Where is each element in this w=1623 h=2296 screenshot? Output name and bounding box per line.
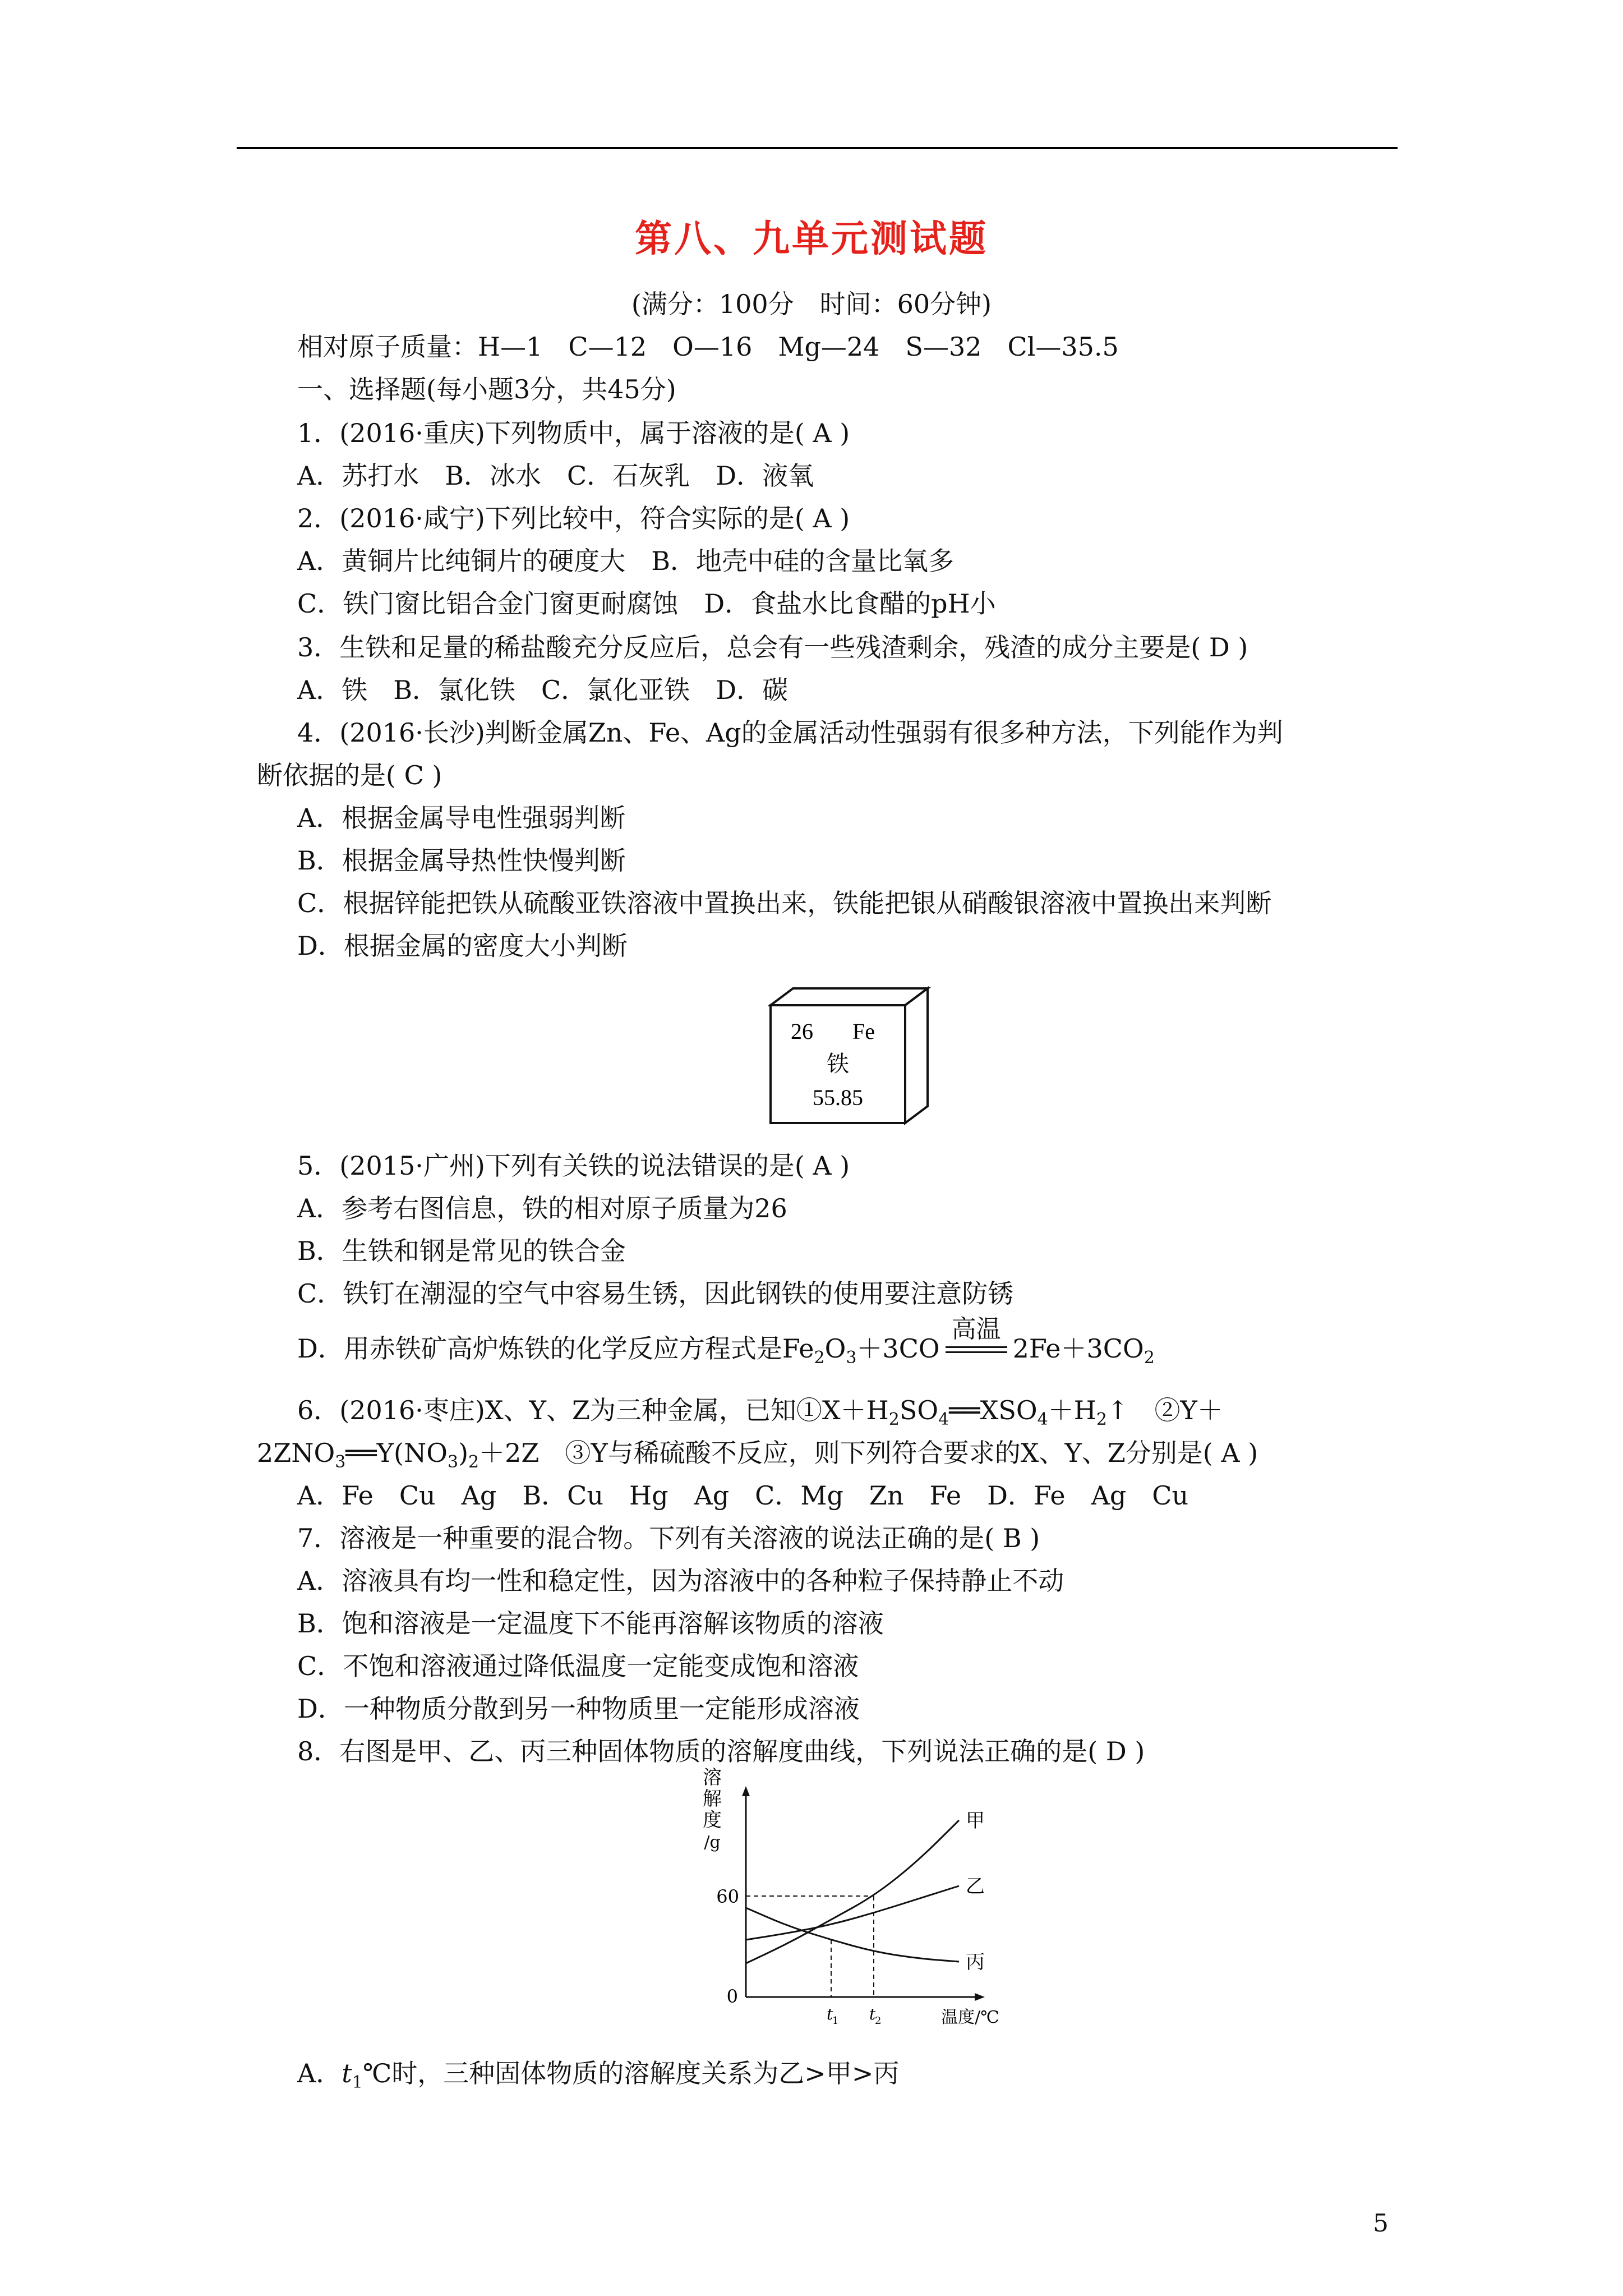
question-4-line-1: 4．(2016·长沙)判断金属Zn、Fe、Ag的金属活动性强弱有很多种方法，下列能作为判 [297,717,1283,748]
x-tick-subscript: 2 [875,2015,882,2025]
question-7-option-c: C．不饱和溶液通过降低温度一定能变成饱和溶液 [297,1651,859,1681]
question-2-options-cd: C．铁门窗比铝合金门窗更耐腐蚀 D．食盐水比食醋的pH小 [297,588,996,619]
question-3: 3．生铁和足量的稀盐酸充分反应后，总会有一些残渣剩余，残渣的成分主要是( D ) [297,632,1248,662]
question-4-option-b: B．根据金属导热性快慢判断 [297,845,626,876]
page-title: 第八、九单元测试题 [635,217,988,260]
y-axis-label-char: 解 [703,1788,722,1810]
question-8-option-a: A．$t_1℃$时，三种固体物质的溶解度关系为乙>甲>丙 [297,2058,900,2092]
exam-meta: (满分：100分 时间：60分钟) [631,289,992,319]
y-tick-label: 60 [716,1886,739,1907]
question-3-options: A．铁 B．氯化铁 C．氯化亚铁 D．碳 [297,675,789,705]
question-1-options: A．苏打水 B．冰水 C．石灰乳 D．液氧 [297,461,814,491]
question-6-line-2: $2ZNO_3══Y(NO_3)_2+2Z$ ③Y与稀硫酸不反应，则下列符合要求的X、Y、Z分别是( A ) [257,1438,1258,1472]
question-1: 1．(2016·重庆)下列物质中，属于溶液的是( A ) [297,418,850,448]
question-7-option-a: A．溶液具有均一性和稳定性，因为溶液中的各种粒子保持静止不动 [297,1566,1064,1596]
question-2: 2．(2016·咸宁)下列比较中，符合实际的是( A ) [297,503,850,533]
iron-element-box [768,986,937,1126]
question-6-line-1: 6．(2016·枣庄)X、Y、Z为三种金属，已知$①X+H_2SO_4══XSO_4+H_2↑$ ②Y＋ [297,1395,1223,1429]
question-5-option-d: D．用赤铁矿高炉炼铁的化学反应方程式是$Fe_2O_3+3CO$ 高温 $2Fe+3CO_2$ [297,1315,1155,1368]
x-tick-label-t2: t [869,2005,876,2023]
x-axis-label: 温度/℃ [941,2008,999,2025]
y-axis-label-unit: /g [704,1833,721,1852]
question-2-options-ab: A．黄铜片比纯铜片的硬度大 B．地壳中硅的含量比氧多 [297,546,955,576]
series-line-甲 [746,1820,959,1963]
reaction-condition: 高温 [940,1332,1013,1365]
question-5-option-b: B．生铁和钢是常见的铁合金 [297,1236,626,1266]
origin-label: 0 [726,1986,738,2007]
element-name: 铁 [827,1051,849,1076]
x-tick-subscript: 1 [832,2015,839,2025]
question-7-option-d: D．一种物质分散到另一种物质里一定能形成溶液 [297,1694,860,1724]
y-axis-arrow [742,1786,750,1796]
series-label-乙: 乙 [966,1875,985,1898]
element-symbol: Fe [852,1019,875,1044]
question-4-option-c: C．根据锌能把铁从硫酸亚铁溶液中置换出来，铁能把银从硝酸银溶液中置换出来判断 [297,888,1272,918]
question-7: 7．溶液是一种重要的混合物。下列有关溶液的说法正确的是( B ) [297,1523,1040,1553]
x-tick-label-t1: t [827,2005,833,2023]
element-number: 26 [791,1019,813,1044]
solubility-curve-chart [690,1767,1004,2025]
element-box-side [905,988,928,1123]
section-heading: 一、选择题(每小题3分，共45分) [297,374,676,404]
question-7-option-b: B．饱和溶液是一定温度下不能再溶解该物质的溶液 [297,1608,884,1639]
series-line-乙 [746,1886,959,1940]
question-5-option-c: C．铁钉在潮湿的空气中容易生锈，因此钢铁的使用要注意防锈 [297,1278,1014,1309]
question-4-option-d: D．根据金属的密度大小判断 [297,931,628,961]
y-axis-label-char: 溶 [703,1767,722,1789]
question-6-options: A．Fe Cu Ag B．Cu Hg Ag C．Mg Zn Fe D．Fe Ag Cu [297,1480,1189,1511]
question-5-option-a: A．参考右图信息，铁的相对原子质量为26 [297,1193,787,1223]
question-4-option-a: A．根据金属导电性强弱判断 [297,803,626,833]
atomic-masses: 相对原子质量：H—1 C—12 O—16 Mg—24 S—32 Cl—35.5 [297,332,1119,362]
series-label-甲: 甲 [966,1810,985,1832]
element-mass: 55.85 [813,1085,863,1110]
series-label-丙: 丙 [966,1951,985,1973]
question-8: 8．右图是甲、乙、丙三种固体物质的溶解度曲线，下列说法正确的是( D ) [297,1736,1145,1766]
y-axis-label-char: 度 [703,1809,722,1832]
question-5: 5．(2015·广州)下列有关铁的说法错误的是( A ) [297,1151,850,1181]
element-box-top [771,988,928,1005]
x-axis-arrow [975,1993,985,2001]
question-4-line-2: 断依据的是( C ) [257,760,442,790]
page-number: 5 [1373,2209,1389,2238]
header-rule [237,147,1398,149]
